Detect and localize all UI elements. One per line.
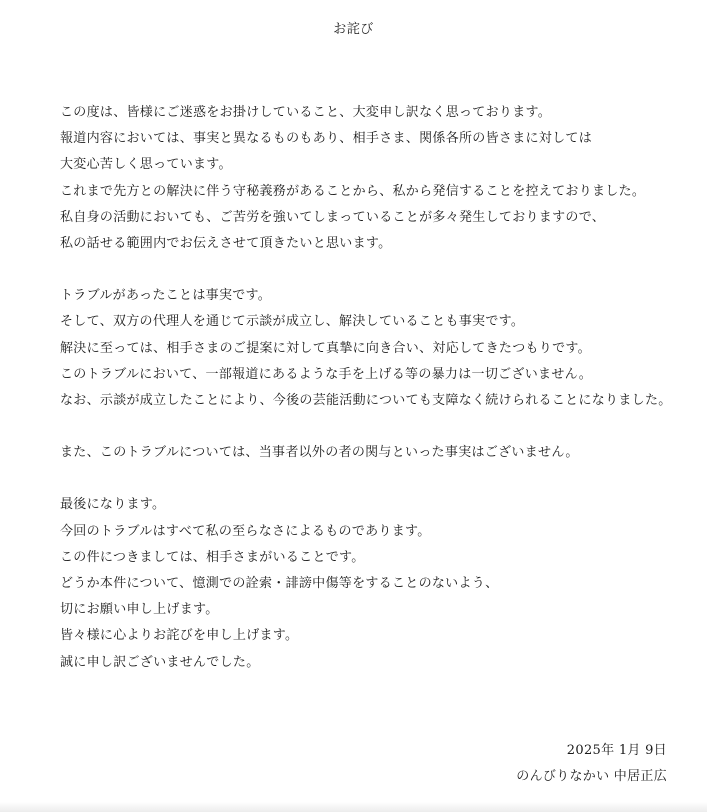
signature-date: 2025年 1月 9日 <box>566 743 667 758</box>
paragraph-closing <box>60 492 680 675</box>
text-line: そして、双方の代理人を通じて示談が成立し、解決していることも事実です。 <box>60 314 525 330</box>
paragraph-facts <box>60 283 680 414</box>
signature-block <box>516 738 667 790</box>
text-line: このトラブルにおいて、一部報道にあるような手を上げる等の暴力は一切ございません。 <box>60 366 593 382</box>
text-line: 私自身の活動においても、ご苦労を強いてしまっていることが多々発生しておりますので、 <box>60 209 606 225</box>
page-bottom-edge <box>0 802 707 812</box>
text-line: 誠に申し訳ございませんでした。 <box>60 654 260 670</box>
text-line: 報道内容においては、事実と異なるものもあり、相手さま、関係各所の皆さまに対しては <box>60 131 593 147</box>
text-line: 私の話せる範囲内でお伝えさせて頂きたいと思います。 <box>60 236 392 252</box>
text-line: この件につきましては、相手さまがいることです。 <box>60 549 365 565</box>
text-line: 切にお願い申し上げます。 <box>60 602 219 618</box>
text-line: 解決に至っては、相手さまのご提案に対して真摯に向き合い、対応してきたつもりです。 <box>60 340 591 356</box>
text-line: なお、示談が成立したことにより、今後の芸能活動についても支障なく続けられることになりました。 <box>60 393 672 409</box>
document-body <box>60 100 680 676</box>
text-line: トラブルがあったことは事実です。 <box>60 288 272 304</box>
signature-name: のんびりなかい 中居正広 <box>516 769 667 784</box>
paragraph-no-third-party <box>60 440 680 466</box>
paragraph-apology-intro <box>60 100 680 257</box>
text-line: どうか本件について、憶測での詮索・誹謗中傷等をすることのないよう、 <box>60 576 499 592</box>
text-line: 皆々様に心よりお詫びを申し上げます。 <box>60 628 299 644</box>
document-title: お詫び <box>333 22 374 37</box>
text-line: これまで先方との解決に伴う守秘義務があることから、私から発信することを控えておりました。 <box>60 183 646 199</box>
text-line: この度は、皆様にご迷惑をお掛けしていること、大変申し訳なく思っております。 <box>60 105 552 120</box>
text-line: 大変心苦しく思っています。 <box>60 157 232 173</box>
text-line: 最後になります。 <box>60 497 166 513</box>
text-line: 今回のトラブルはすべて私の至らなさによるものであります。 <box>60 523 431 539</box>
text-line: また、このトラブルについては、当事者以外の者の関与といった事実はございません。 <box>60 445 579 461</box>
